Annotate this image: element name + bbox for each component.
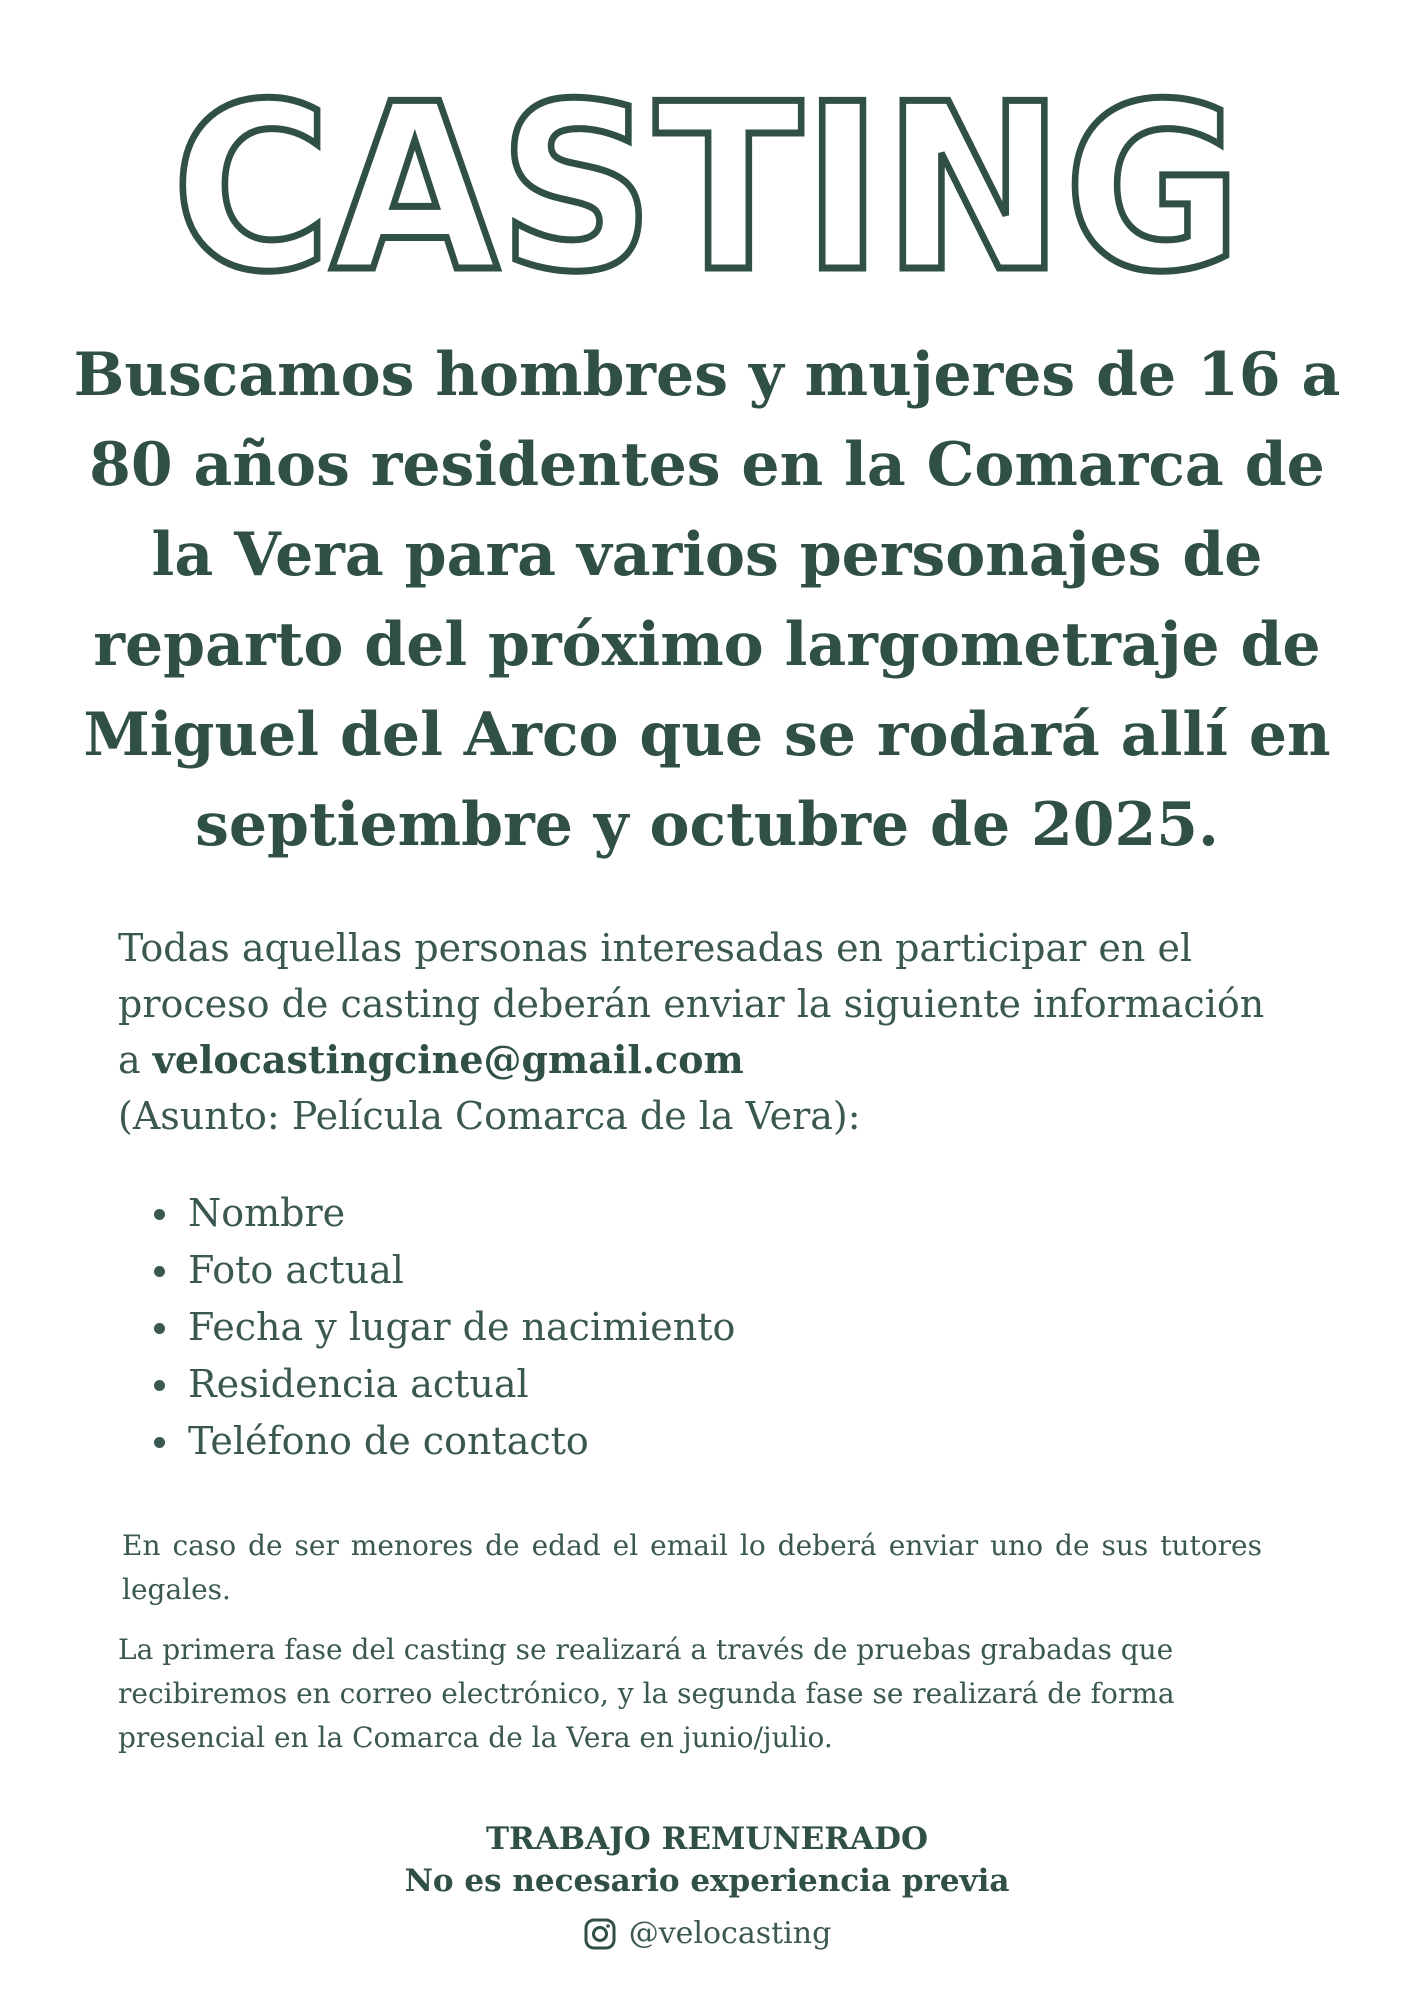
paid-work-label: TRABAJO REMUNERADO (485, 1821, 928, 1857)
bullet-icon (154, 1323, 165, 1334)
paid-work-notice (0, 1818, 1414, 1902)
bullet-icon (154, 1380, 165, 1391)
instagram-handle[interactable]: @velocasting (628, 1916, 832, 1951)
contact-email[interactable]: velocastingcine@gmail.com (152, 1037, 744, 1082)
casting-title (0, 78, 1414, 298)
bullet-icon (154, 1437, 165, 1448)
list-item: Fecha y lugar de nacimiento (118, 1299, 735, 1356)
requirements-list (118, 1185, 735, 1470)
list-item: Foto actual (118, 1242, 735, 1299)
headline: Buscamos hombres y mujeres de 16 a 80 años residentes en la Comarca de la Vera para varios personajes de reparto del próximo largometraje de Miguel del Arco que se rodará allí en septiembre y octubre de 2025. (73, 340, 1341, 860)
intro-paragraph (118, 920, 1298, 1144)
social-handle[interactable] (0, 1916, 1414, 1951)
bullet-icon (154, 1209, 165, 1220)
minors-note: En caso de ser menores de edad el email lo deberá enviar uno de sus tutores legales. (122, 1529, 1262, 1606)
list-item: Teléfono de contacto (118, 1413, 735, 1470)
email-subject: (Asunto: Película Comarca de la Vera): (118, 1094, 861, 1138)
no-experience-label: No es necesario experiencia previa (404, 1863, 1010, 1899)
instagram-icon (583, 1917, 617, 1951)
phases-note: La primera fase del casting se realizará a través de pruebas grabadas que recibiremos en correo electrónico, y la segunda fase se realizará de forma presencial en la Comarca de la Vera en junio/julio. (118, 1633, 1175, 1754)
intro-text: Todas aquellas personas interesadas en participar en el proceso de casting deberán enviar la siguiente información a (118, 926, 1265, 1082)
bullet-icon (154, 1266, 165, 1277)
casting-title-text: CASTING (172, 78, 1242, 298)
list-item: Nombre (118, 1185, 735, 1242)
list-item: Residencia actual (118, 1356, 735, 1413)
